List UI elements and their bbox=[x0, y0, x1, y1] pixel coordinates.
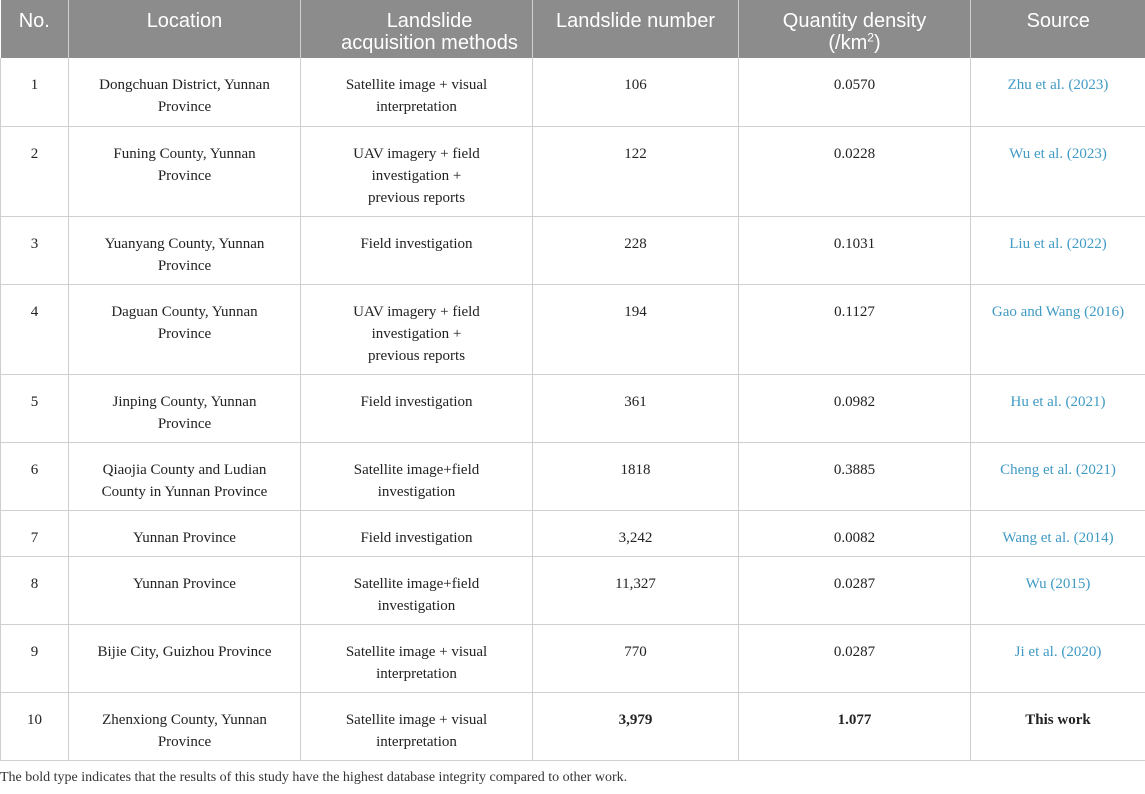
cell-number: 770 bbox=[533, 624, 739, 692]
cell-location: Funing County, Yunnan Province bbox=[69, 126, 301, 216]
cell-no: 9 bbox=[1, 624, 69, 692]
cell-method: Satellite image + visual interpretation bbox=[301, 624, 533, 692]
table-row bbox=[1, 58, 1145, 126]
cell-source-link[interactable]: Wu (2015) bbox=[971, 556, 1145, 624]
table-row bbox=[1, 374, 1145, 442]
cell-location: Yunnan Province bbox=[69, 510, 301, 556]
cell-method: Satellite image+field investigation bbox=[301, 556, 533, 624]
cell-method: Satellite image + visual interpretation bbox=[301, 692, 533, 760]
cell-source-link[interactable]: Liu et al. (2022) bbox=[971, 216, 1145, 284]
cell-source-link[interactable]: Ji et al. (2020) bbox=[971, 624, 1145, 692]
cell-method: Field investigation bbox=[301, 510, 533, 556]
cell-source-link[interactable]: Zhu et al. (2023) bbox=[971, 58, 1145, 126]
cell-location: Bijie City, Guizhou Province bbox=[69, 624, 301, 692]
header-density bbox=[739, 0, 971, 58]
table-row bbox=[1, 216, 1145, 284]
cell-no: 4 bbox=[1, 284, 69, 374]
cell-source-link[interactable]: Gao and Wang (2016) bbox=[971, 284, 1145, 374]
header-density-unit-pre: (/km bbox=[828, 32, 868, 54]
cell-source-this-work: This work bbox=[971, 692, 1145, 760]
cell-density: 0.0570 bbox=[739, 58, 971, 126]
cell-no: 2 bbox=[1, 126, 69, 216]
cell-location: Yunnan Province bbox=[69, 556, 301, 624]
table-row bbox=[1, 624, 1145, 692]
cell-number: 1818 bbox=[533, 442, 739, 510]
cell-number: 228 bbox=[533, 216, 739, 284]
cell-source-link[interactable]: Wu et al. (2023) bbox=[971, 126, 1145, 216]
cell-no: 7 bbox=[1, 510, 69, 556]
cell-density-highlight: 1.077 bbox=[739, 692, 971, 760]
cell-location: Jinping County, Yunnan Province bbox=[69, 374, 301, 442]
header-source: Source bbox=[971, 0, 1145, 58]
cell-no: 6 bbox=[1, 442, 69, 510]
cell-number-highlight: 3,979 bbox=[533, 692, 739, 760]
cell-no: 1 bbox=[1, 58, 69, 126]
table-row bbox=[1, 556, 1145, 624]
cell-density: 0.0082 bbox=[739, 510, 971, 556]
cell-density: 0.0287 bbox=[739, 624, 971, 692]
cell-method: Satellite image + visual interpretation bbox=[301, 58, 533, 126]
cell-no: 5 bbox=[1, 374, 69, 442]
cell-number: 11,327 bbox=[533, 556, 739, 624]
cell-density: 0.1127 bbox=[739, 284, 971, 374]
header-density-sup: 2 bbox=[867, 30, 874, 45]
cell-method: Field investigation bbox=[301, 374, 533, 442]
header-density-unit-post: ) bbox=[873, 32, 881, 54]
cell-density: 0.0982 bbox=[739, 374, 971, 442]
cell-no: 8 bbox=[1, 556, 69, 624]
table-row bbox=[1, 692, 1145, 760]
header-number: Landslide number bbox=[533, 0, 739, 58]
cell-location: Daguan County, Yunnan Province bbox=[69, 284, 301, 374]
cell-location: Dongchuan District, Yunnan Province bbox=[69, 58, 301, 126]
cell-location: Yuanyang County, Yunnan Province bbox=[69, 216, 301, 284]
cell-location: Qiaojia County and Ludian County in Yunnan Province bbox=[69, 442, 301, 510]
cell-number: 194 bbox=[533, 284, 739, 374]
cell-source-link[interactable]: Hu et al. (2021) bbox=[971, 374, 1145, 442]
cell-density: 0.3885 bbox=[739, 442, 971, 510]
header-density-text: Quantity density bbox=[782, 10, 927, 32]
cell-method: Field investigation bbox=[301, 216, 533, 284]
table-row bbox=[1, 442, 1145, 510]
cell-method: Satellite image+field investigation bbox=[301, 442, 533, 510]
cell-density: 0.0228 bbox=[739, 126, 971, 216]
cell-location: Zhenxiong County, Yunnan Province bbox=[69, 692, 301, 760]
cell-number: 106 bbox=[533, 58, 739, 126]
table-footnote: The bold type indicates that the results of this study have the highest database integrity compared to other work. bbox=[0, 769, 628, 785]
cell-source-link[interactable]: Cheng et al. (2021) bbox=[971, 442, 1145, 510]
header-location: Location bbox=[69, 0, 301, 58]
cell-method: UAV imagery + field investigation + previous reports bbox=[301, 284, 533, 374]
header-row bbox=[1, 0, 1145, 58]
header-method: Landslide acquisition methods bbox=[301, 0, 533, 58]
cell-number: 122 bbox=[533, 126, 739, 216]
header-no: No. bbox=[1, 0, 69, 58]
table-row bbox=[1, 510, 1145, 556]
table-row bbox=[1, 284, 1145, 374]
cell-source-link[interactable]: Wang et al. (2014) bbox=[971, 510, 1145, 556]
cell-number: 3,242 bbox=[533, 510, 739, 556]
cell-method: UAV imagery + field investigation + previous reports bbox=[301, 126, 533, 216]
cell-density: 0.1031 bbox=[739, 216, 971, 284]
cell-no: 10 bbox=[1, 692, 69, 760]
cell-no: 3 bbox=[1, 216, 69, 284]
cell-density: 0.0287 bbox=[739, 556, 971, 624]
cell-number: 361 bbox=[533, 374, 739, 442]
table-row bbox=[1, 126, 1145, 216]
